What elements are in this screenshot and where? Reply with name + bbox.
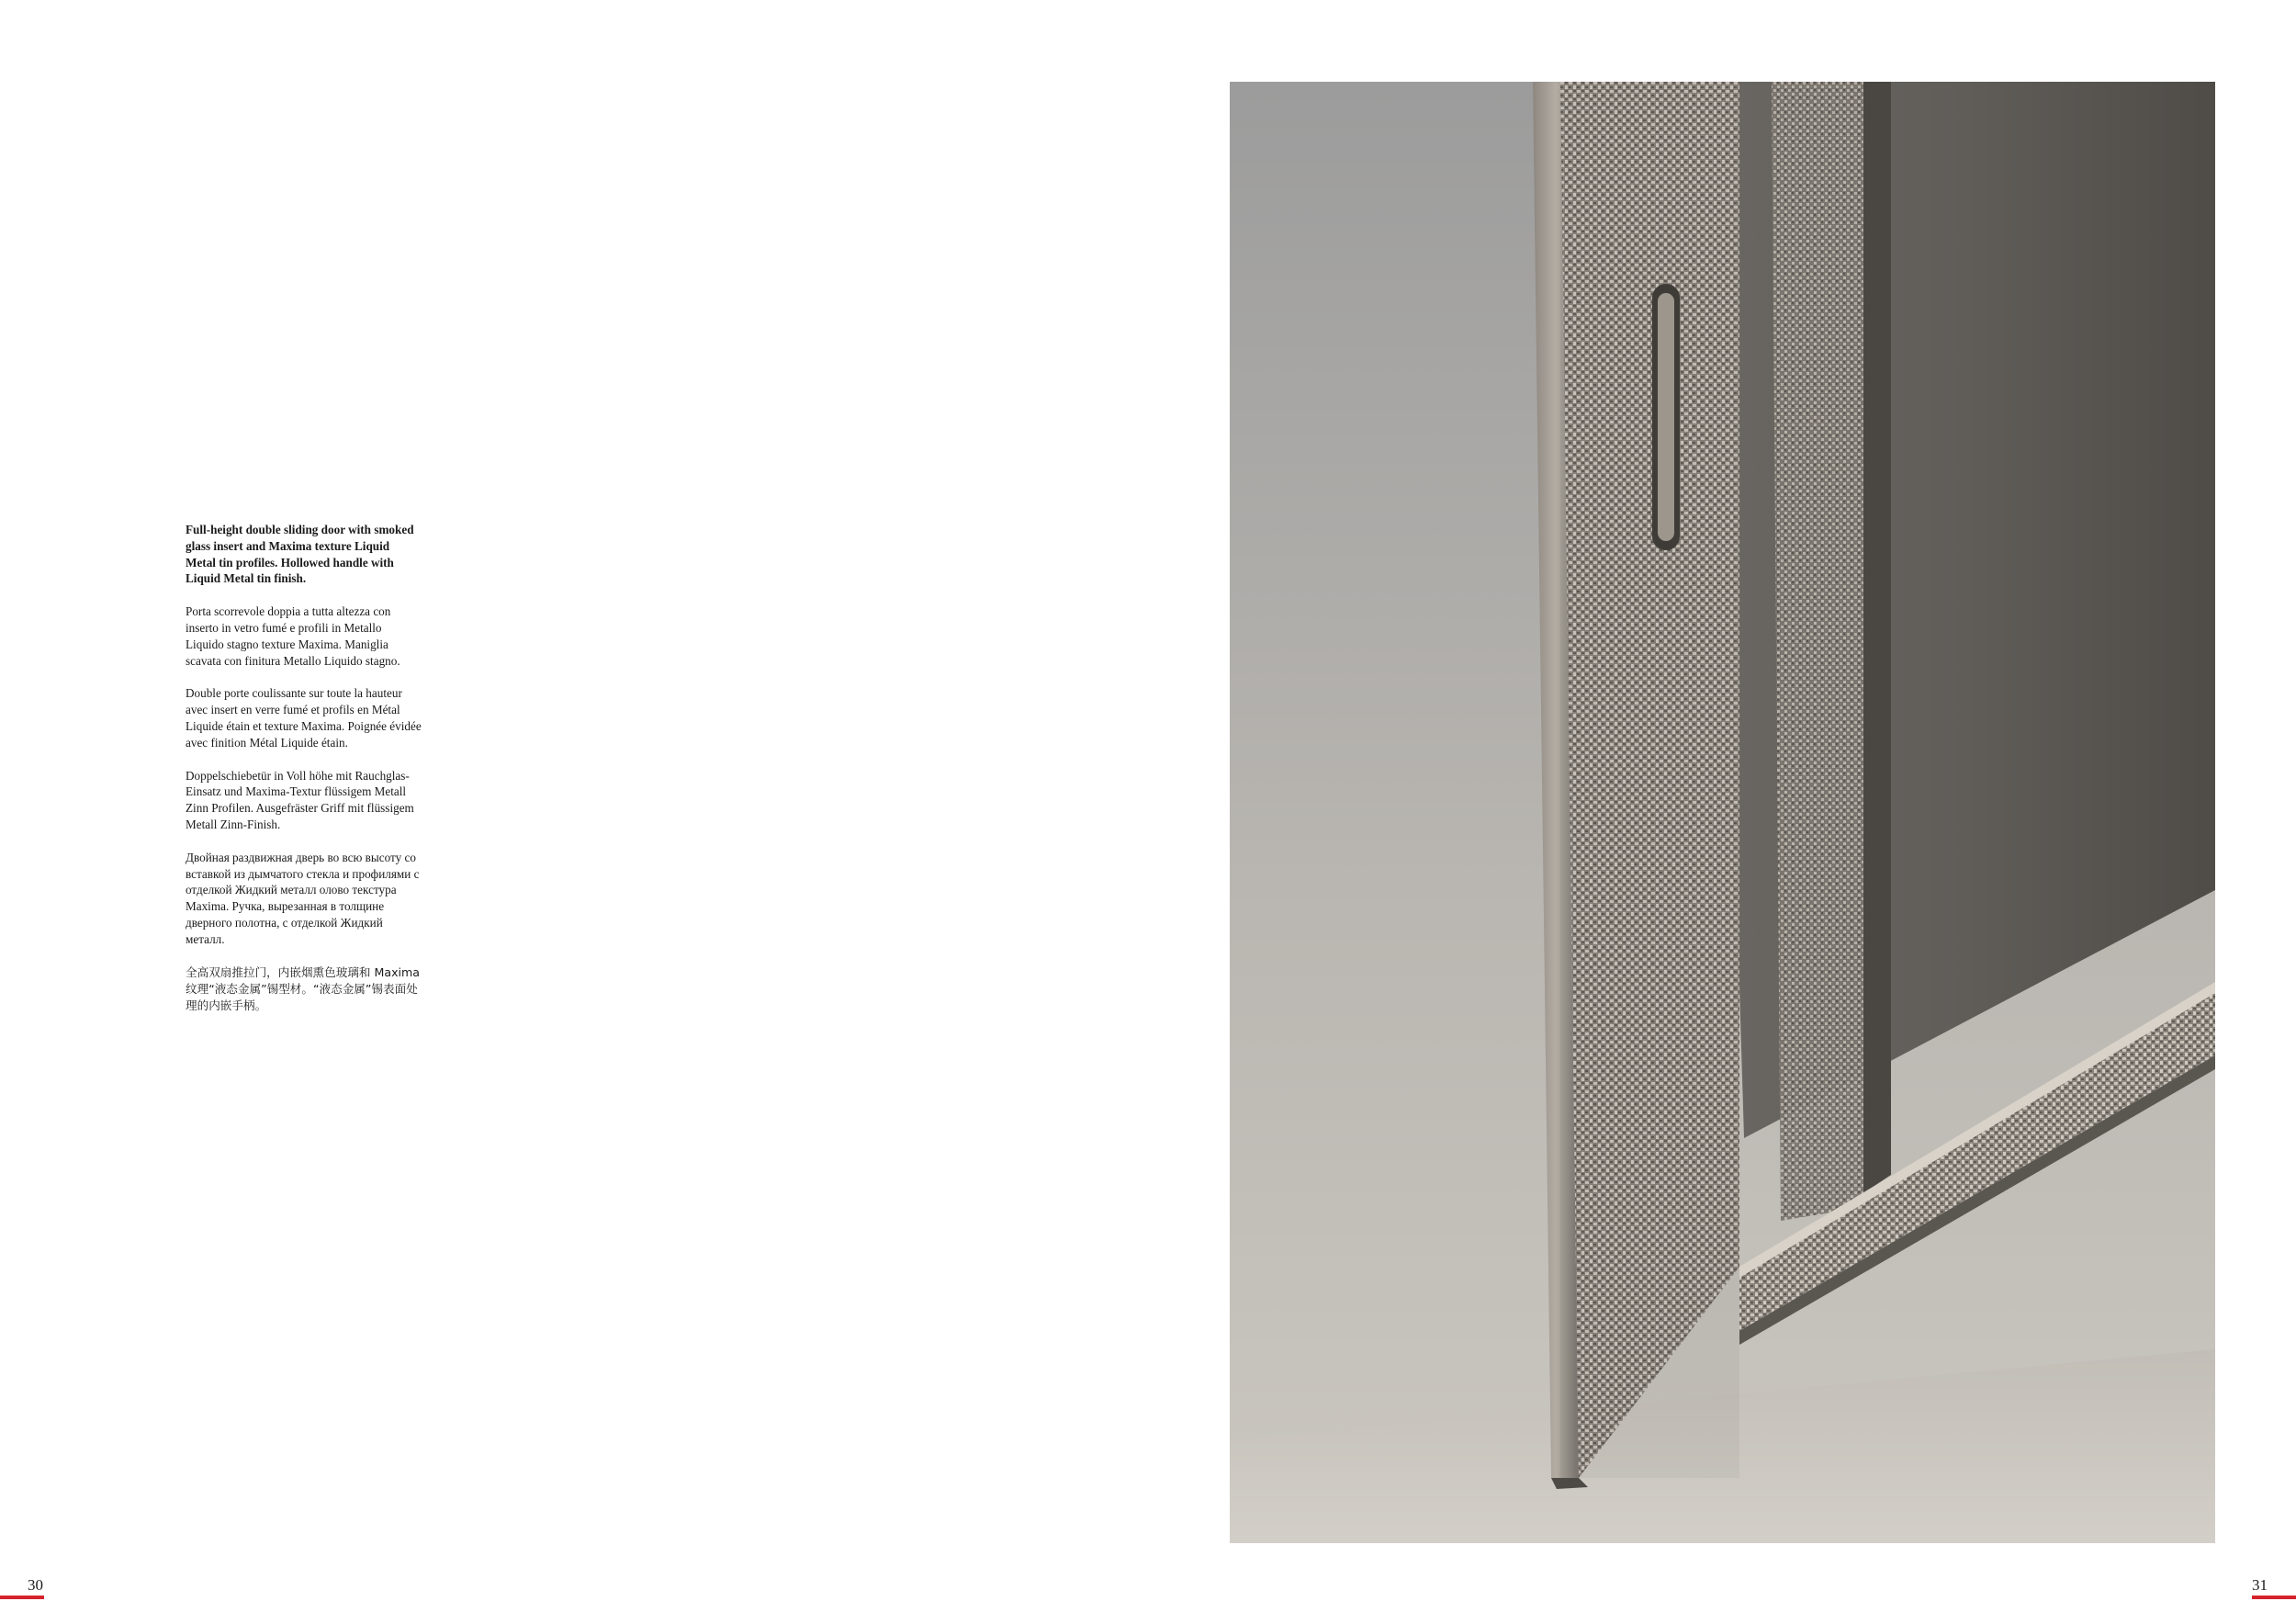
caption-english: Full-height double sliding door with smoked glass insert and Maxima texture Liquid Metal tin profiles. Hollowed handle with Liquid Metal tin finish. — [186, 523, 414, 586]
page-number-left: 30 — [28, 1576, 43, 1594]
caption-italian: Porta scorrevole doppia a tutta altezza con inserto in vetro fumé e profili in Metallo Liquido stagno texture Maxima. Maniglia scavata con finitura Metallo Liquido stagno. — [186, 604, 400, 668]
caption-french: Double porte coulissante sur toute la hauteur avec insert en verre fumé et profils en Métal Liquide étain et texture Maxima. Poignée évidée avec finition Métal Liquide étain. — [186, 686, 422, 750]
sliding-door-detail-photo — [1230, 82, 2215, 1543]
page-number-accent-bar-right — [2252, 1596, 2296, 1599]
caption-chinese: 全高双扇推拉门，内嵌烟熏色玻璃和 Maxima 纹理“液态金属”锡型材。“液态金属”锡表面处理的内嵌手柄。 — [186, 964, 421, 1012]
product-caption — [186, 522, 422, 1031]
page-number-accent-bar-left — [0, 1596, 44, 1599]
caption-russian: Двойная раздвижная дверь во всю высоту со вставкой из дымчатого стекла и профилями с отделкой Жидкий металл олово текстура Maxima. Ручка, вырезанная в толщине дверного полотна, с отделкой Жидкий металл. — [186, 850, 420, 946]
page-number-right: 31 — [2252, 1576, 2268, 1594]
caption-german: Doppelschiebetür in Voll höhe mit Rauchglas-Einsatz und Maxima-Textur flüssigem Metall Zinn Profilen. Ausgefräster Griff mit flüssigem Metall Zinn-Finish. — [186, 768, 414, 831]
